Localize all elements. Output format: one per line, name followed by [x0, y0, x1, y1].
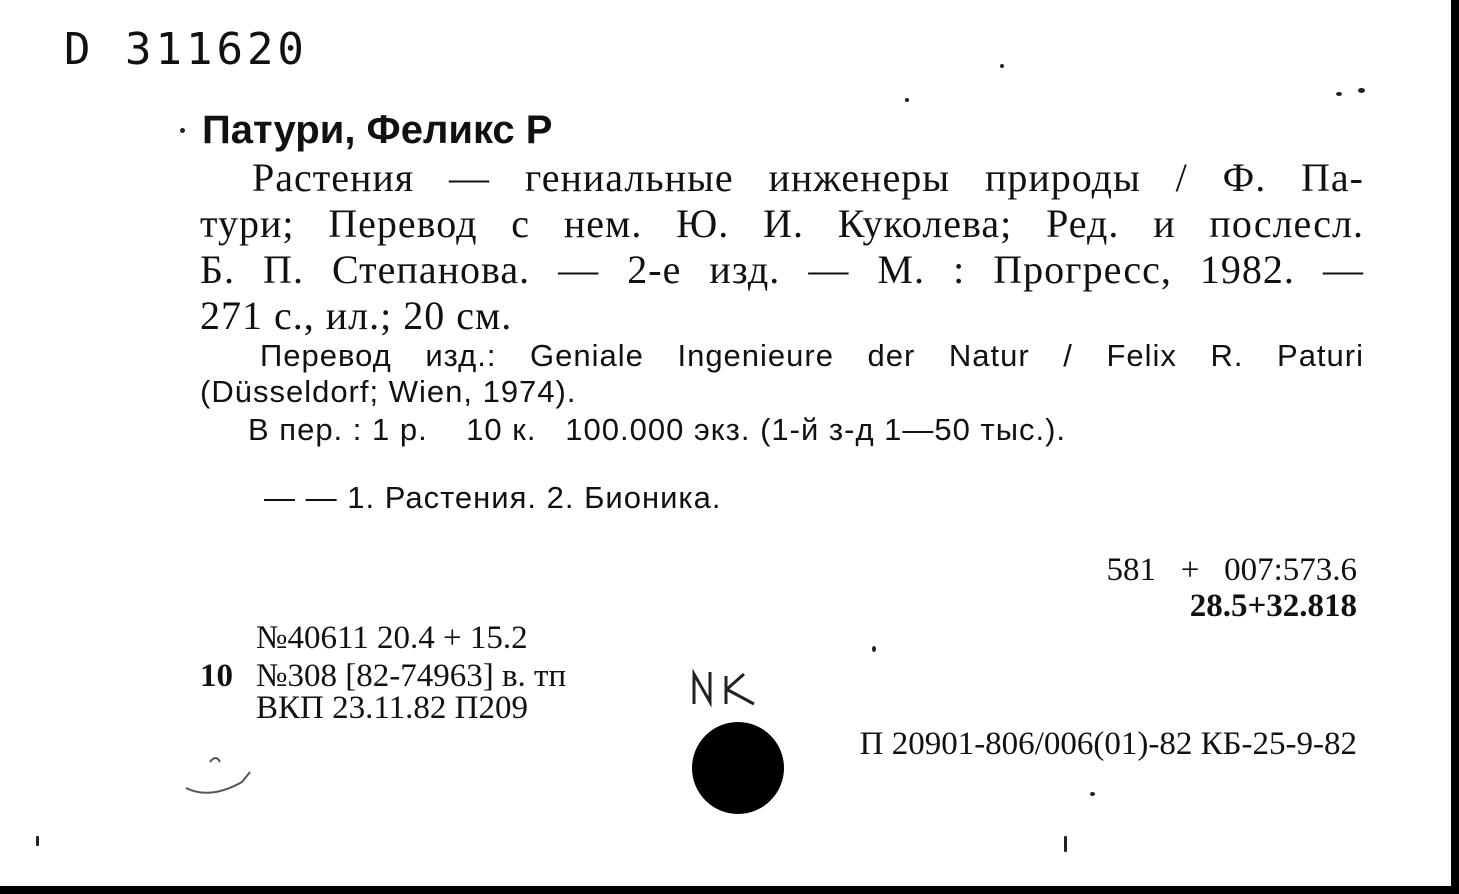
publisher-code: П 20901-806/006(01)-82 КБ-25-9-82	[859, 726, 1357, 762]
inventory-number: D 311620	[64, 24, 308, 75]
ink-blot	[692, 722, 784, 814]
speck	[1000, 64, 1004, 68]
record-line-1: №40611 20.4 + 15.2	[256, 620, 528, 656]
speck	[1358, 88, 1365, 93]
classification-bbk: 28.5+32.818	[1189, 588, 1357, 624]
speck	[1064, 836, 1067, 852]
speck	[180, 128, 185, 133]
pencil-mark	[180, 752, 260, 802]
title-line-1: Растения — гениальные инженеры природы / Ф. Па-	[252, 155, 1364, 200]
title-line-2: тури; Перевод с нем. Ю. И. Куколева; Ред. и послесл.	[200, 201, 1364, 246]
handwritten-mark	[684, 660, 774, 710]
record-line-3: ВКП 23.11.82 П209	[256, 690, 528, 726]
speck	[36, 836, 39, 846]
record-line-2: №308 [82-74963] в. тп	[256, 658, 567, 694]
author-heading: Патури, Феликс Р	[202, 108, 553, 152]
speck	[905, 98, 909, 102]
original-title-line-1: Перевод изд.: Geniale Ingenieure der Natur / Felix R. Paturi	[260, 338, 1364, 373]
subject-headings: — — 1. Растения. 2. Бионика.	[264, 480, 722, 515]
classification-udc: 581 + 007:573.6	[1106, 552, 1357, 588]
price-circulation-line: В пер. : 1 р. 10 к. 100.000 экз. (1-й з-д 1—50 тыс.).	[248, 412, 1067, 447]
speck	[1090, 792, 1095, 796]
title-line-4: 271 с., ил.; 20 см.	[200, 293, 513, 338]
record-prefix: 10	[200, 658, 233, 694]
original-title-line-2: (Düsseldorf; Wien, 1974).	[200, 374, 577, 409]
title-line-3: Б. П. Степанова. — 2-е изд. — М. : Прогресс, 1982. —	[200, 247, 1364, 292]
speck	[1336, 92, 1342, 96]
speck	[872, 646, 876, 652]
